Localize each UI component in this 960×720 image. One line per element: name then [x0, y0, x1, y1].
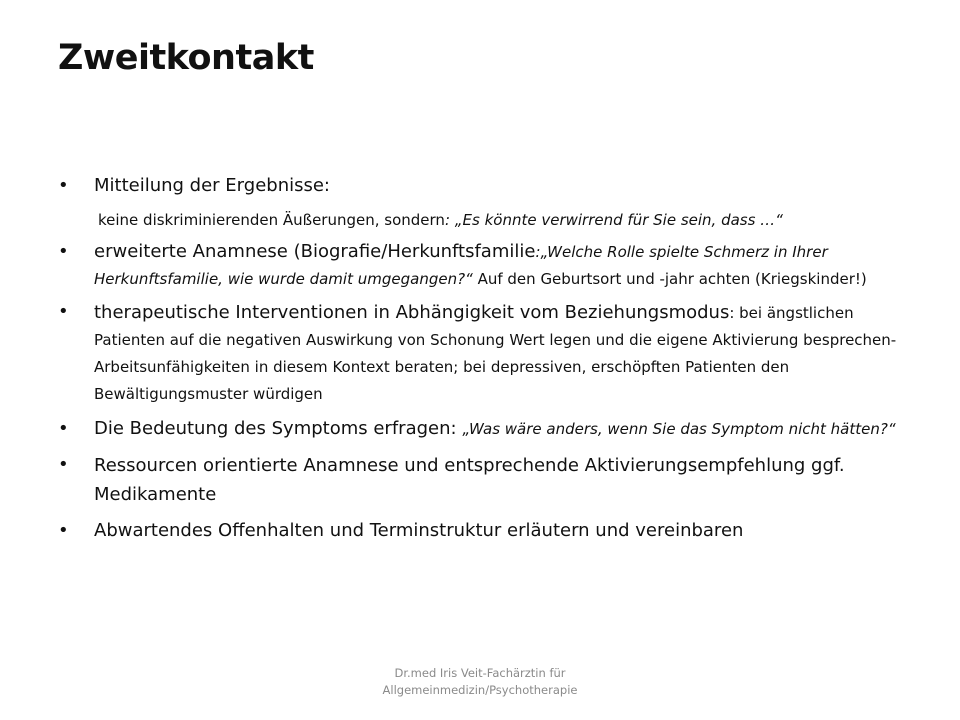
bullet-item-wait	[58, 517, 918, 545]
bullet-text	[94, 299, 918, 408]
bullet-text: Mitteilung der Ergebnisse:	[94, 175, 330, 196]
bullet-item-anamnesis	[58, 238, 918, 293]
bullet-lead: erweiterte Anamnese (Biografie/Herkunftsfamilie	[94, 241, 536, 262]
footer	[0, 665, 960, 699]
bullet-icon: •	[58, 520, 69, 541]
bullet-icon: •	[58, 241, 69, 262]
bullet-plain: : bei ängstlichen Patienten auf die negativen Auswirkung von Schonung Wert legen und die eigene Aktivierung besprechen-Arbeitsunfähigkeiten in diesem Kontext beraten; bei depressiven, erschöpften Patienten den Bewältigungsmuster würdigen	[94, 304, 897, 403]
bullet-lead: Die Bedeutung des Symptoms erfragen	[94, 418, 451, 439]
bullet-list	[58, 172, 918, 545]
sub-text-plain: keine diskriminierenden Äußerungen, sondern	[98, 211, 445, 229]
sub-text-quote: : „Es könnte verwirrend für Sie sein, dass …“	[444, 211, 783, 229]
bullet-icon: •	[58, 301, 69, 322]
bullet-text	[94, 238, 918, 293]
bullet-icon: •	[58, 175, 69, 196]
bullet-lead: therapeutische Interventionen in Abhängigkeit vom Beziehungsmodus	[94, 302, 730, 323]
bullet-quote: „Was wäre anders, wenn Sie das Symptom nicht hätten?“	[462, 420, 896, 438]
bullet-text: Abwartendes Offenhalten und Terminstruktur erläutern und vereinbaren	[94, 520, 744, 541]
bullet-item-interventions	[58, 299, 918, 408]
bullet-item-results	[58, 172, 918, 200]
bullet-icon: •	[58, 418, 69, 439]
bullet-item-resources	[58, 451, 918, 509]
bullet-colon: :	[450, 418, 463, 439]
bullet-text: Ressourcen orientierte Anamnese und entsprechende Aktivierungsempfehlung ggf. Medikamente	[94, 455, 845, 505]
footer-line: Allgemeinmedizin/Psychotherapie	[382, 683, 578, 697]
bullet-plain: Auf den Geburtsort und -jahr achten (Kriegskinder!)	[472, 270, 867, 288]
bullet-quote: :„Welche Rolle spielte Schmerz in Ihrer Herkunftsfamilie, wie wurde damit umgegangen?“	[94, 243, 828, 288]
sub-text	[58, 206, 918, 234]
bullet-icon: •	[58, 454, 69, 475]
bullet-text	[94, 415, 918, 443]
footer-line: Dr.med Iris Veit-Fachärztin für	[394, 666, 566, 680]
slide-title: Zweitkontakt	[58, 38, 314, 78]
bullet-item-symptom	[58, 415, 918, 443]
